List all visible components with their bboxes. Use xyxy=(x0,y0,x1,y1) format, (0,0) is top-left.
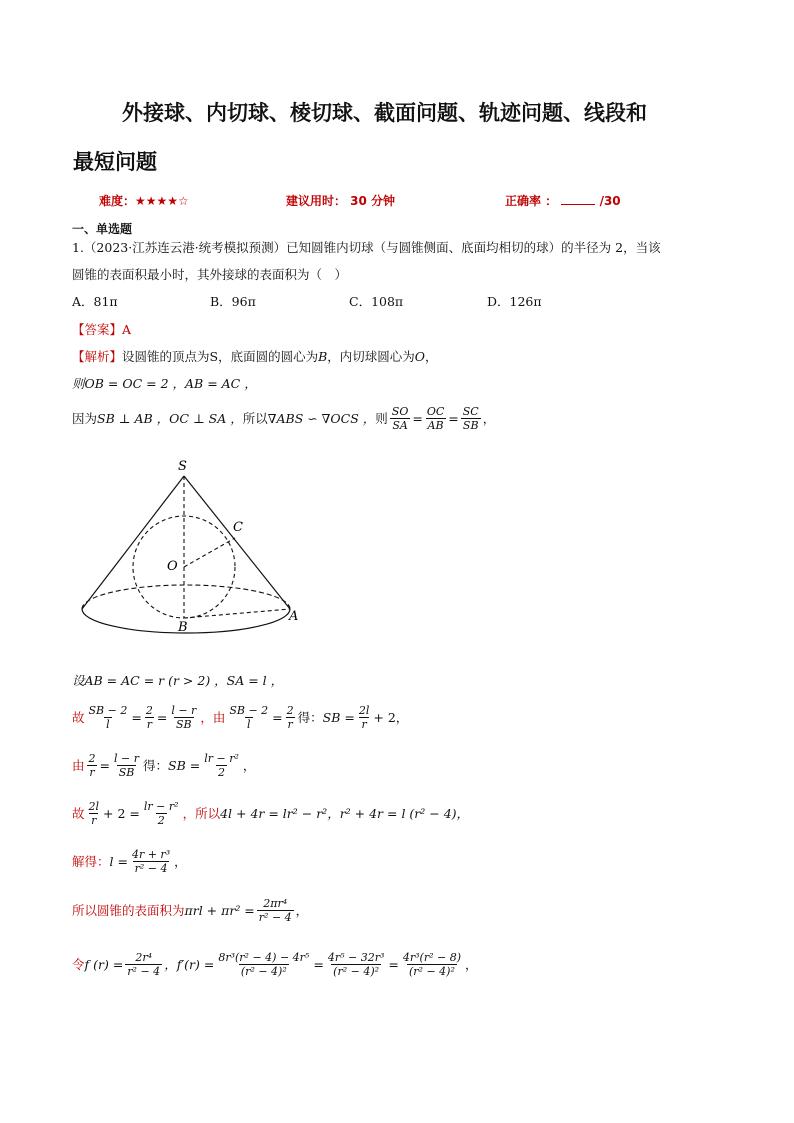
analysis-line7: 故 $\frac{2l}{r}$ + 2 = $\frac{\text{lr − r²}}{2}$ ，所以 4l + 4r = lr² − r²，r² + 4r = l (r² − 4)， xyxy=(72,799,470,827)
accuracy-blank xyxy=(561,194,595,205)
option-d: D．126π xyxy=(487,294,542,309)
time-label: 建议用时： 30 分钟 xyxy=(286,194,396,208)
frac-so-sa: $\frac{SO}{SA}$ xyxy=(391,404,409,432)
label-b: B xyxy=(178,620,188,635)
analysis-line9: 所以圆锥的表面积为 πrl + πr² = $\frac{\text{2πr⁴}}{\text{r² − 4}}$ ， xyxy=(72,896,309,924)
question-line2: 圆锥的表面积最小时，其外接球的表面积为（ ） xyxy=(72,267,348,282)
analysis-line3: 因为 SB ⊥ AB ，OC ⊥ SA ， 所以 ∇ABS ∽ ∇OCS ， 则 $\frac{SO}{SA}$ = $\frac{OC}{AB}$ = $\frac{SC}{SB}$ ， xyxy=(72,404,496,432)
answer: 【答案】A xyxy=(72,322,132,337)
frac-oc-ab: $\frac{OC}{AB}$ xyxy=(426,404,445,432)
difficulty-label: 难度：★★★★☆ xyxy=(99,194,189,208)
analysis-line4: 设AB = AC = r (r > 2) ，SA = l ， xyxy=(72,673,284,688)
analysis-line1: 【解析】设圆锥的顶点为S，底面圆的圆心为B，内切球圆心为O， xyxy=(72,349,438,364)
analysis-line5: 故 $\frac{SB - 2}{l}$ = $\frac{2}{r}$ = $\frac{l - r}{SB}$ ，由 $\frac{SB - 2}{l}$ = $\frac{2}{r}$ 得： SB = $\frac{2l}{r}$ + 2， xyxy=(72,703,409,731)
doc-title-line1: 外接球、内切球、棱切球、截面问题、轨迹问题、线段和 xyxy=(122,101,647,125)
analysis-line6: 由 $\frac{2}{r}$ = $\frac{l - r}{SB}$ 得： SB = $\frac{\text{lr − r²}}{2}$ ， xyxy=(72,751,256,779)
section-heading: 一、单选题 xyxy=(72,222,133,236)
segment-ba xyxy=(184,609,290,618)
label-o: O xyxy=(167,559,178,574)
option-c: C．108π xyxy=(349,294,404,309)
accuracy-label: 正确率 ： /30 xyxy=(505,194,621,208)
cone-side-right xyxy=(184,476,290,609)
question-line1: 1.（2023·江苏连云港·统考模拟预测）已知圆锥内切球（与圆锥侧面、底面均相切的球）的半径为 2，当该 xyxy=(72,240,661,255)
label-a: A xyxy=(289,609,299,624)
cone-figure xyxy=(75,455,315,650)
segment-oc xyxy=(184,538,235,567)
option-b: B．96π xyxy=(210,294,256,309)
analysis-line8: 解得： l = $\frac{\text{4r + r³}}{\text{r² − 4}}$ ， xyxy=(72,847,187,875)
option-a: A．81π xyxy=(72,294,118,309)
frac-sc-sb: $\frac{SC}{SB}$ xyxy=(462,404,479,432)
analysis-line2: 则OB = OC = 2 ，AB = AC ， xyxy=(72,376,257,391)
cone-side-left xyxy=(82,476,184,609)
doc-title-line2: 最短问题 xyxy=(73,150,157,174)
analysis-line10: 令 f (r) = $\frac{\text{2r⁴}}{\text{r² − 4}}$ ，f′(r) = $\frac{\text{8r³(r² − 4) − 4r⁵}}{\text{(r² − 4)²}}$ = $\frac{\text{4r⁵ − 32r³}}{\text{(r² − 4)²}}$ = $\frac{\text{4r³(r² − 8)}}{\text{(r² − 4)²}}$ ， xyxy=(72,950,478,978)
label-c: C xyxy=(233,520,243,535)
label-s: S xyxy=(178,459,187,474)
base-back-arc xyxy=(82,585,290,609)
